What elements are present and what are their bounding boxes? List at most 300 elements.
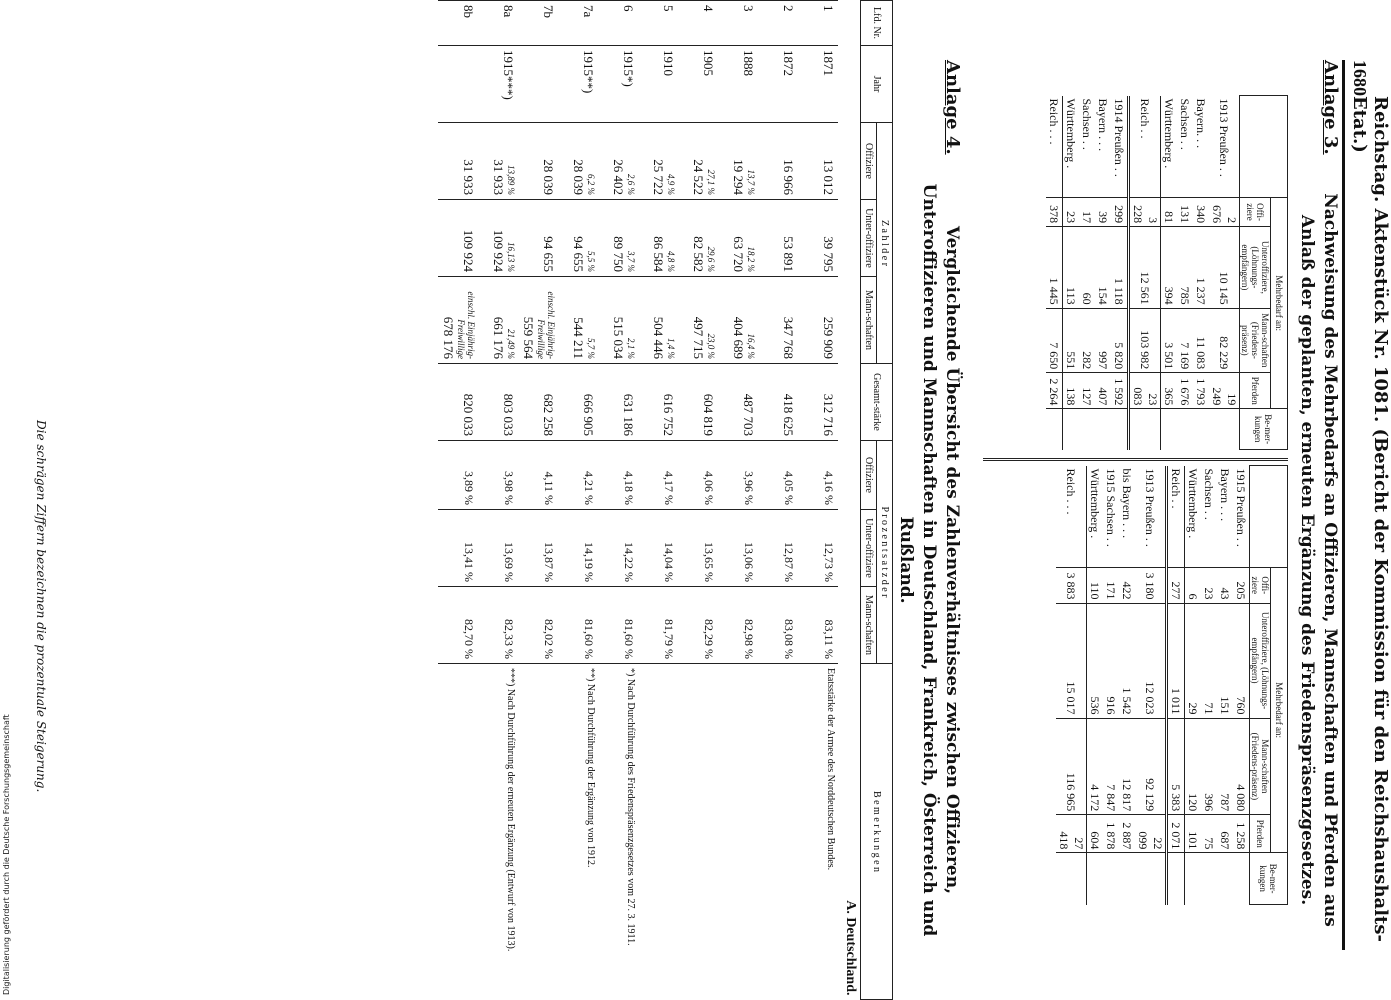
cell-value: 63 720 (731, 236, 746, 272)
cell-value: 1 011 (1167, 603, 1185, 718)
cell-value: 259 909 (821, 316, 836, 359)
cell-value: 407 (1095, 373, 1111, 409)
table-row (798, 1, 838, 1000)
cell-count (478, 277, 518, 364)
cell-value: 25 722 (651, 159, 666, 195)
cell-remark (1063, 409, 1080, 450)
cell-value: 365 (1161, 373, 1178, 409)
cell-value: 109 924 (461, 229, 476, 272)
cell-gesamt: 487 703 (718, 364, 758, 441)
cell-value: 347 768 (781, 316, 796, 359)
cell-value: 2 887 (1119, 815, 1135, 853)
cell-value: 23 (1201, 568, 1217, 604)
cell-remark (758, 664, 798, 1000)
cell-percent: 81,60 % (558, 587, 598, 664)
cell-value: 101 (1185, 815, 1202, 853)
cell-lfd-nr: 7a (558, 1, 598, 46)
cell-value: 15 017 (1056, 603, 1087, 718)
cell-count (598, 277, 638, 364)
cell-percent: 4,05 % (758, 441, 798, 510)
cell-value: 81 (1161, 198, 1178, 227)
cell-gesamt: 666 905 (558, 364, 598, 441)
cell-value: 2 071 (1167, 815, 1185, 853)
cell-value: 82 582 (691, 236, 706, 272)
cell-percent: 3,89 % (438, 441, 478, 510)
table-row (1087, 466, 1104, 905)
cell-value: 1 676 (1177, 373, 1193, 409)
cell-value: 71 (1201, 603, 1217, 718)
cell-percent: 4,17 % (638, 441, 678, 510)
table-row (1233, 466, 1250, 905)
cell-increase: 1,4 % (666, 338, 676, 359)
cell-gesamt: 820 033 (438, 364, 478, 441)
row-label: Württemberg . (1088, 468, 1103, 539)
cell-gesamt: 312 716 (798, 364, 838, 441)
table-row (1056, 466, 1087, 905)
cell-value: 687 (1217, 815, 1233, 853)
cell-count (678, 200, 718, 277)
cell-increase: 2,1 % (626, 338, 636, 359)
cell-value: 205 (1233, 568, 1250, 604)
cell-value: 94 655 (571, 236, 586, 272)
cell-count (638, 123, 678, 200)
cell-gesamt: 616 752 (638, 364, 678, 441)
cell-value: 497 715 (691, 316, 706, 359)
row-label: 1913 Preußen . . (1217, 98, 1232, 177)
table-row (1185, 466, 1202, 905)
table-row (1193, 96, 1209, 450)
cell-value: 3 883 (1056, 568, 1087, 604)
cell-percent: 4,16 % (798, 441, 838, 510)
cell-percent: 81,79 % (638, 587, 678, 664)
col-mannschaften: Mann-schaften (Friedens-präsenz) (1240, 308, 1271, 373)
table-row (718, 1, 758, 1000)
table-row (598, 1, 638, 1000)
col-offiziere: Offi-ziere (1240, 198, 1271, 227)
cell-value: 394 (1161, 227, 1178, 309)
cell-count (758, 123, 798, 200)
row-label: Reich . . (1167, 466, 1185, 568)
cell-increase: 5,7 % (586, 338, 596, 359)
cell-value: 43 (1217, 568, 1233, 604)
cell-value: 1 118 (1111, 227, 1129, 309)
anlage4-title: Vergleichende Übersicht des Zahlenverhältnisses zwischen Offizieren, Unteroffizieren und Mannschaften in Deutschland, Frankreich, Österreich und Rußland. (896, 183, 962, 937)
cell-increase: 13,89 % (506, 165, 516, 195)
cell-remark (638, 664, 678, 1000)
cell-remark (1217, 853, 1233, 905)
cell-percent: 4,21 % (558, 441, 598, 510)
cell-value: 299 (1111, 198, 1129, 227)
table-row (518, 1, 558, 1000)
cell-increase: einschl. Einjährig-Freiwillige (536, 291, 556, 359)
table-row (758, 1, 798, 1000)
cell-remark (1167, 853, 1185, 905)
cell-value: 28 039 (541, 159, 556, 195)
cell-increase: 16,4 % (746, 333, 756, 359)
cell-remark: ***) Nach Durchführung der erneuten Ergänzung (Entwurf von 1913). (478, 664, 518, 1000)
cell-count (558, 200, 598, 277)
cell-percent: 82,02 % (518, 587, 558, 664)
cell-lfd-nr: 2 (758, 1, 798, 46)
cell-count (438, 123, 478, 200)
cell-value: 113 (1063, 227, 1080, 309)
col-unteroffiziere4: Unter-offiziere (861, 200, 877, 277)
cell-count (518, 200, 558, 277)
cell-lfd-nr: 1 (798, 1, 838, 46)
cell-jahr (518, 46, 558, 123)
cell-increase: 21,49 % (506, 329, 516, 359)
col-bemerkungen4: B e m e r k u n g e n (861, 664, 893, 1000)
cell-jahr: 1915*) (598, 46, 638, 123)
cell-value: 12 561 (1129, 227, 1161, 309)
cell-remark: **) Nach Durchführung der Ergänzung von 1912. (558, 664, 598, 1000)
cell-value: 24 522 (691, 159, 706, 195)
table-anlage3-right (1056, 465, 1288, 905)
cell-count (718, 123, 758, 200)
row-label: Sachsen . . (1080, 98, 1095, 150)
cell-count (718, 277, 758, 364)
cell-jahr: 1872 (758, 46, 798, 123)
cell-value: 29 (1185, 603, 1202, 718)
table-row (1079, 96, 1095, 450)
cell-percent: 82,98 % (718, 587, 758, 664)
cell-increase: 3,7 % (626, 251, 636, 272)
cell-value: 4 172 (1087, 718, 1104, 815)
cell-increase: einschl. Einjährig-Freiwillige (456, 291, 476, 359)
cell-remark (1119, 853, 1135, 905)
cell-value: 282 (1079, 308, 1095, 373)
col-p-unteroffiziere: Unter-offiziere (861, 510, 877, 587)
table-row (1167, 466, 1185, 905)
cell-value: 127 (1079, 373, 1095, 409)
cell-value: 23 (1063, 198, 1080, 227)
cell-value: 3 228 (1129, 198, 1161, 227)
col-unteroffiziere: Unteroffiziere, (Löhnungs-empfängern) (1240, 227, 1271, 309)
cell-lfd-nr: 8b (438, 1, 478, 46)
cell-lfd-nr: 5 (638, 1, 678, 46)
cell-remark (718, 664, 758, 1000)
cell-value: 2 264 (1046, 373, 1063, 409)
table-row (1209, 96, 1240, 450)
cell-value: 3 180 (1135, 568, 1167, 604)
col-p-offiziere: Offiziere (861, 441, 877, 510)
cell-value: 103 982 (1129, 308, 1161, 373)
cell-value: 131 (1177, 198, 1193, 227)
cell-value: 89 750 (611, 236, 626, 272)
anlage3-title: Nachweisung des Mehrbedarfs an Offizieren, Mannschaften und Pferden aus Anlaß der geplanten, erneuten Ergänzung des Friedenspräsenzgesetzes. (1297, 193, 1340, 927)
cell-value: 1 542 (1119, 603, 1135, 718)
cell-value: 559 564 (521, 316, 536, 359)
cell-value: 3 501 (1161, 308, 1178, 373)
cell-value: 544 211 (571, 317, 586, 359)
cell-value: 1 237 (1193, 227, 1209, 309)
table-row (1111, 96, 1129, 450)
cell-count (798, 277, 838, 364)
cell-percent: 4,11 % (518, 441, 558, 510)
cell-value: 785 (1177, 227, 1193, 309)
cell-count (678, 123, 718, 200)
cell-remark: *) Nach Durchführung des Friedenspräsenzgesetzes vom 27. 3. 1911. (598, 664, 638, 1000)
cell-count (558, 277, 598, 364)
cell-value: 28 039 (571, 159, 586, 195)
row-label: Bayern. . . (1194, 98, 1209, 149)
row-label: 1914 Preußen . . (1111, 96, 1129, 198)
row-label: bis Bayern . . . (1120, 468, 1135, 539)
cell-value: 154 (1095, 227, 1111, 309)
cell-value: 16 966 (781, 159, 796, 195)
cell-increase: 4,8 % (666, 251, 676, 272)
cell-jahr (438, 46, 478, 123)
cell-value: 53 891 (781, 236, 796, 272)
cell-count (718, 200, 758, 277)
col-pferden: Pferden (1240, 373, 1271, 409)
cell-value: 604 (1087, 815, 1104, 853)
cell-increase: 27,1 % (706, 169, 716, 195)
table-anlage4 (438, 0, 893, 1000)
cell-remark: Etatsstärke der Armee des Norddeutschen Bundes. (798, 664, 838, 1000)
cell-percent: 3,96 % (718, 441, 758, 510)
col-gesamtstaerke: Gesamt-stärke (861, 364, 893, 441)
cell-remark (678, 664, 718, 1000)
cell-value: 7 650 (1046, 308, 1063, 373)
cell-lfd-nr: 7b (518, 1, 558, 46)
cell-value: 31 933 (491, 159, 506, 195)
cell-remark (438, 664, 478, 1000)
table-row (558, 1, 598, 1000)
cell-value: 5 383 (1167, 718, 1185, 815)
cell-increase: 23,0 % (706, 333, 716, 359)
cell-percent: 81,60 % (598, 587, 638, 664)
col-pferden-right: Pferden (1250, 815, 1271, 853)
cell-value: 1 445 (1046, 227, 1063, 309)
cell-count (758, 277, 798, 364)
col-group-zahl: Z a h l d e r (877, 123, 893, 364)
cell-value: 22 099 (1135, 815, 1167, 853)
cell-lfd-nr: 4 (678, 1, 718, 46)
cell-value: 5 820 (1111, 308, 1129, 373)
col-group-mehrbedarf-right: Mehrbedarf an: (1271, 568, 1288, 853)
cell-remark (1193, 409, 1209, 450)
table-row (478, 1, 518, 1000)
cell-remark (1095, 409, 1111, 450)
col-offiziere-right: Offi-ziere (1250, 568, 1271, 604)
cell-count (598, 123, 638, 200)
cell-percent: 4,06 % (678, 441, 718, 510)
table-row (1201, 466, 1217, 905)
cell-value: 661 176 (491, 316, 506, 359)
cell-value: 31 933 (461, 159, 476, 195)
cell-gesamt: 604 819 (678, 364, 718, 441)
cell-value: 504 446 (651, 316, 666, 359)
footnote: Die schrägen Ziffern bezeichnen die prozentuale Steigerung. (34, 420, 48, 793)
cell-value: 1 592 (1111, 373, 1129, 409)
cell-percent: 83,11 % (798, 587, 838, 664)
table-row (1119, 466, 1135, 905)
cell-remark (1079, 409, 1095, 450)
cell-count (518, 277, 558, 364)
row-label: Bayern . . . (1096, 98, 1111, 152)
cell-count (678, 277, 718, 364)
cell-remark (1177, 409, 1193, 450)
cell-value: 75 (1201, 815, 1217, 853)
cell-remark (1046, 409, 1063, 450)
cell-percent: 14,22 % (598, 510, 638, 587)
col-group-prozent: P r o z e n t s a t z d e r (877, 441, 893, 664)
cell-percent: 14,19 % (558, 510, 598, 587)
cell-percent: 82,33 % (478, 587, 518, 664)
cell-value: 378 (1046, 198, 1063, 227)
cell-lfd-nr: 8a (478, 1, 518, 46)
cell-value: 6 (1185, 568, 1202, 604)
cell-value: 404 689 (731, 316, 746, 359)
cell-value: 12 023 (1135, 603, 1167, 718)
col-mannschaften4: Mann-schaften (861, 277, 877, 364)
table-row (1129, 96, 1161, 450)
dfg-note: Digitalisierung gefördert durch die Deutsche Forschungsgemeinschaft (2, 714, 11, 995)
cell-gesamt: 682 258 (518, 364, 558, 441)
cell-value: 17 (1079, 198, 1095, 227)
row-label: Württemberg . (1064, 98, 1079, 169)
cell-percent: 83,08 % (758, 587, 798, 664)
cell-remark (1135, 853, 1167, 905)
cell-value: 92 129 (1135, 718, 1167, 815)
cell-gesamt: 418 625 (758, 364, 798, 441)
cell-count (598, 200, 638, 277)
cell-value: 19 249 (1209, 373, 1240, 409)
table-row (1161, 96, 1178, 450)
cell-value: 39 (1095, 198, 1111, 227)
cell-value: 12 817 (1119, 718, 1135, 815)
col-lfd-nr: Lfd. Nr. (861, 1, 893, 46)
cell-jahr: 1910 (638, 46, 678, 123)
cell-lfd-nr: 6 (598, 1, 638, 46)
cell-value: 515 034 (611, 316, 626, 359)
cell-value: 1 878 (1103, 815, 1119, 853)
cell-value: 7 169 (1177, 308, 1193, 373)
section-deutschland: A. Deutschland. (843, 900, 858, 996)
cell-value: 110 (1087, 568, 1104, 604)
cell-count (438, 200, 478, 277)
running-header (1342, 60, 1391, 950)
row-label: Württemberg . (1186, 468, 1201, 539)
cell-value: 94 655 (541, 236, 556, 272)
table-row (1063, 96, 1080, 450)
cell-jahr: 1871 (798, 46, 838, 123)
table-row (1217, 466, 1233, 905)
cell-count (478, 123, 518, 200)
row-label: Reich . . . (1046, 96, 1063, 198)
row-label: Bayern . . . (1218, 468, 1233, 522)
cell-value: 19 294 (731, 159, 746, 195)
cell-value: 39 795 (821, 236, 836, 272)
anlage4-label: Anlage 4. (942, 60, 963, 155)
cell-remark (1209, 409, 1240, 450)
cell-percent: 82,70 % (438, 587, 478, 664)
cell-percent: 13,69 % (478, 510, 518, 587)
col-p-mannschaften: Mann-schaften (861, 587, 877, 664)
cell-value: 82 229 (1209, 308, 1240, 373)
col-bemerkungen: Be-mer-kungen (1240, 409, 1288, 450)
row-label: Sachsen . . (1202, 468, 1217, 520)
cell-gesamt: 803 033 (478, 364, 518, 441)
table-row (1046, 96, 1063, 450)
cell-value: 151 (1217, 603, 1233, 718)
cell-increase: 13,7 % (746, 169, 756, 195)
col-bemerkungen-right: Be-mer-kungen (1250, 853, 1288, 905)
cell-remark (518, 664, 558, 1000)
cell-value: 27 418 (1056, 815, 1087, 853)
cell-value: 760 (1233, 603, 1250, 718)
cell-value: 277 (1167, 568, 1185, 604)
cell-count (638, 277, 678, 364)
row-label: Württemberg . (1162, 98, 1177, 169)
cell-increase: 2,6 % (626, 174, 636, 195)
cell-lfd-nr: 3 (718, 1, 758, 46)
cell-value: 551 (1063, 308, 1080, 373)
cell-jahr: 1915***) (478, 46, 518, 123)
row-label: Reich . . . (1056, 466, 1087, 568)
cell-remark (1111, 409, 1129, 450)
cell-count (798, 200, 838, 277)
cell-increase: 6,2 % (586, 174, 596, 195)
cell-value: 340 (1193, 198, 1209, 227)
cell-percent: 12,87 % (758, 510, 798, 587)
cell-jahr: 1915**) (558, 46, 598, 123)
cell-value: 11 083 (1193, 308, 1209, 373)
table-row (638, 1, 678, 1000)
cell-jahr: 1905 (678, 46, 718, 123)
table-row (1103, 466, 1119, 905)
row-label: 1915 Sachsen . . (1104, 468, 1119, 547)
cell-increase: 4,9 % (666, 174, 676, 195)
page-number: 1680 (1350, 60, 1370, 96)
cell-value: 997 (1095, 308, 1111, 373)
anlage3-label: Anlage 3. (1320, 60, 1341, 155)
table-row (438, 1, 478, 1000)
cell-remark (1185, 853, 1202, 905)
cell-remark (1087, 853, 1104, 905)
cell-count (558, 123, 598, 200)
cell-gesamt: 631 186 (598, 364, 638, 441)
cell-increase: 16,13 % (506, 242, 516, 272)
cell-remark (1129, 409, 1161, 450)
cell-jahr: 1888 (718, 46, 758, 123)
cell-value: 13 012 (821, 159, 836, 195)
cell-value: 138 (1063, 373, 1080, 409)
cell-value: 4 080 (1233, 718, 1250, 815)
col-group-mehrbedarf: Mehrbedarf an: (1271, 198, 1288, 409)
cell-percent: 13,41 % (438, 510, 478, 587)
cell-percent: 4,18 % (598, 441, 638, 510)
running-title: Reichstag. Aktenstück Nr. 1081. (Bericht der Kommission für den Reichshaushalts-Etat.) (1349, 96, 1391, 942)
cell-count (478, 200, 518, 277)
cell-percent: 12,73 % (798, 510, 838, 587)
cell-remark (1201, 853, 1217, 905)
cell-value: 2 676 (1209, 198, 1240, 227)
cell-count (798, 123, 838, 200)
cell-value: 916 (1103, 603, 1119, 718)
row-label: 1913 Preußen . . (1135, 466, 1167, 568)
cell-value: 1 793 (1193, 373, 1209, 409)
table-divider (983, 458, 1288, 464)
table-anlage3-left (1046, 95, 1288, 450)
cell-value: 422 (1119, 568, 1135, 604)
cell-value: 60 (1079, 227, 1095, 309)
table-row (1177, 96, 1193, 450)
table-row (678, 1, 718, 1000)
cell-percent: 13,65 % (678, 510, 718, 587)
cell-remark (1161, 409, 1178, 450)
